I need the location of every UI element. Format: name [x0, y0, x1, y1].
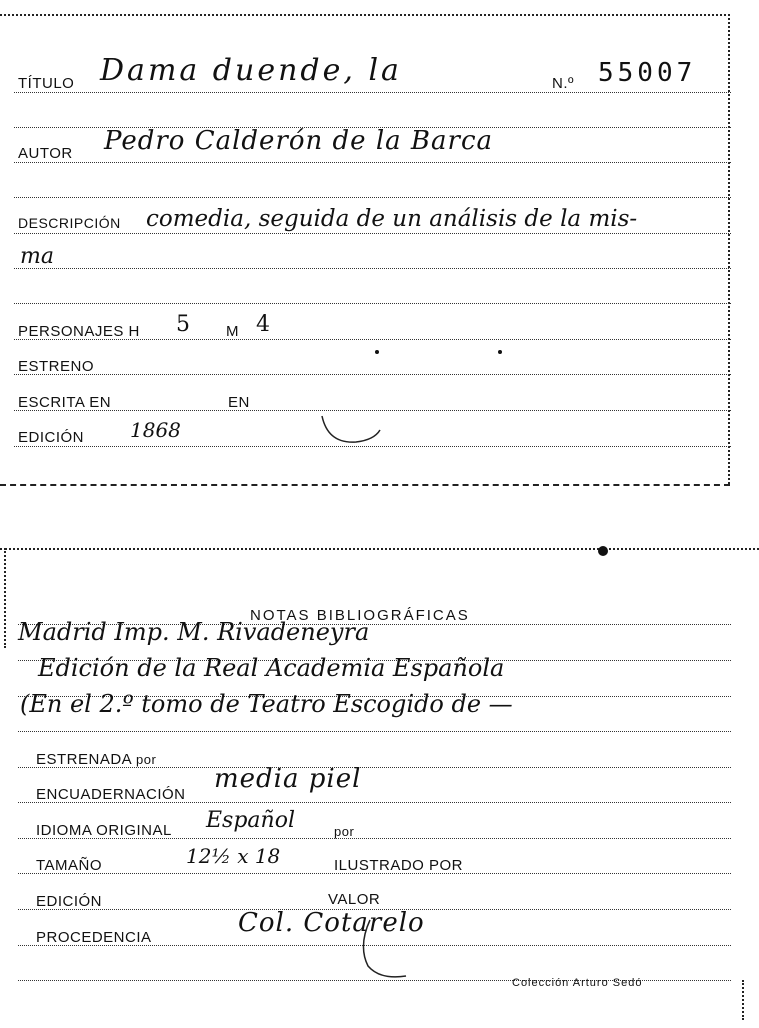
procedencia-label: PROCEDENCIA: [36, 929, 152, 946]
notas-line-1: Madrid Imp. M. Rivadeneyra: [18, 618, 370, 646]
tamano-label: TAMAÑO: [36, 857, 103, 874]
rule-notas-3: [18, 731, 731, 732]
catalog-card-top: [0, 0, 759, 495]
idioma-por-label: por: [334, 824, 355, 839]
punch-hole-mark: [318, 410, 388, 450]
ink-speck: [598, 546, 608, 556]
personajes-h-label: PERSONAJES H: [18, 323, 140, 340]
card-top-edge: [0, 548, 759, 550]
card-left-edge: [4, 548, 6, 648]
procedencia-value: Col. Cotarelo: [238, 908, 425, 938]
edicion-label: EDICIÓN: [36, 893, 103, 910]
personajes-m-value: 4: [256, 312, 270, 337]
edicion-label: EDICIÓN: [18, 429, 85, 446]
notas-title: NOTAS BIBLIOGRÁFICAS: [250, 607, 470, 624]
card-right-edge: [728, 14, 730, 484]
estreno-label: ESTRENO: [18, 358, 95, 375]
estrenada-label: ESTRENADA por: [36, 751, 157, 768]
titulo-value: Dama duende, la: [100, 53, 402, 88]
numero-value: 55007: [598, 58, 697, 88]
tamano-value: 12½ x 18: [186, 844, 281, 868]
card-right-edge: [742, 980, 744, 1020]
notas-line-3: (En el 2.º tomo de Teatro Escogido de —: [20, 690, 513, 718]
notas-line-2: Edición de la Real Academia Española: [38, 654, 505, 682]
rule-titulo: [14, 92, 731, 93]
idioma-value: Español: [206, 808, 295, 833]
autor-label: AUTOR: [18, 145, 73, 162]
catalog-card-bottom: [0, 540, 759, 1028]
card-top-edge: [0, 14, 730, 16]
autor-value: Pedro Calderón de la Barca: [104, 126, 494, 156]
rule-descripcion: [14, 233, 731, 234]
rule-autor: [14, 162, 731, 163]
personajes-h-value: 5: [176, 312, 190, 337]
descripcion-value-line1: comedia, seguida de un análisis de la mis-: [146, 206, 638, 232]
descripcion-label: DESCRIPCIÓN: [18, 215, 121, 231]
ink-speck: [498, 350, 502, 354]
edicion-value: 1868: [130, 418, 181, 442]
encuadernacion-label: ENCUADERNACIÓN: [36, 786, 186, 803]
rule-blank-2: [14, 197, 731, 198]
card-bottom-edge: [0, 484, 730, 486]
en-label: EN: [228, 394, 250, 411]
escrita-en-label: ESCRITA EN: [18, 394, 112, 411]
titulo-label: TÍTULO: [18, 75, 75, 92]
collection-footer: Colección Arturo Sedó: [512, 977, 643, 989]
rule-estreno: [14, 374, 731, 375]
rule-blank-3: [14, 303, 731, 304]
numero-label: N.º: [552, 75, 574, 92]
ilustrado-label: ILUSTRADO POR: [334, 857, 464, 874]
valor-label: VALOR: [328, 891, 381, 908]
punch-hole-mark: [356, 916, 416, 986]
personajes-m-label: M: [226, 323, 239, 340]
idioma-label: IDIOMA ORIGINAL: [36, 822, 172, 839]
descripcion-value-line2: ma: [20, 244, 54, 269]
encuadernacion-value: media piel: [214, 764, 362, 794]
ink-speck: [375, 350, 379, 354]
rule-descripcion-2: [14, 268, 731, 269]
